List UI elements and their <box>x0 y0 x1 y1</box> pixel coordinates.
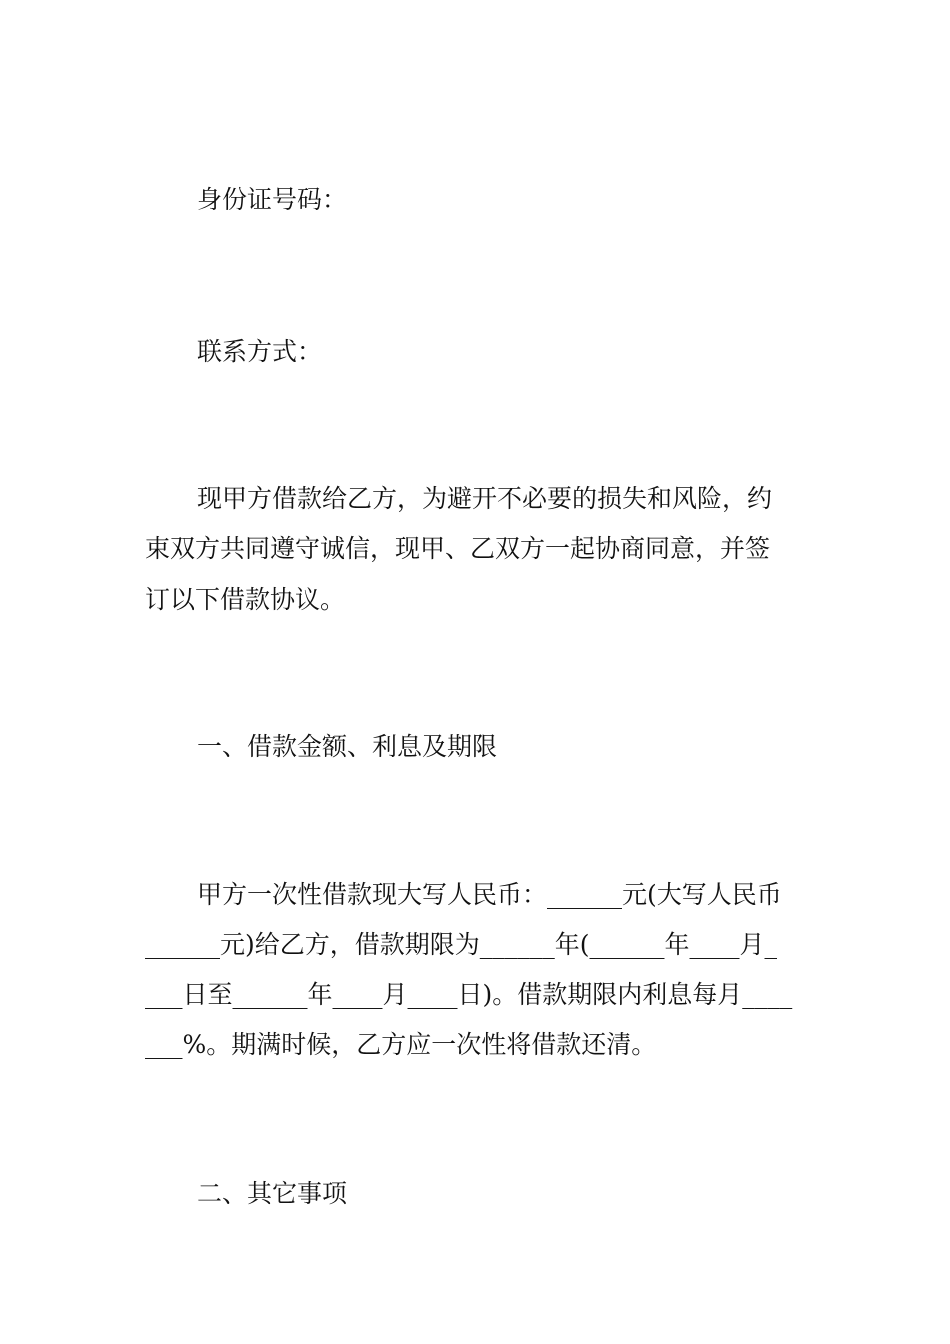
section-1-line-2: ______元)给乙方，借款期限为______年(______年____月_ <box>145 930 778 959</box>
contact-label: 联系方式： <box>197 337 323 366</box>
intro-line-1: 现甲方借款给乙方，为避开不必要的损失和风险，约 <box>197 484 773 513</box>
intro-line-2: 束双方共同遵守诚信，现甲、乙双方一起协商同意，并签 <box>145 534 771 563</box>
section-1-heading: 一、借款金额、利息及期限 <box>197 732 498 761</box>
section-1-line-3: ___日至______年____月____日)。借款期限内利息每月____ <box>145 980 793 1009</box>
section-2-heading: 二、其它事项 <box>197 1179 348 1208</box>
id-number-label: 身份证号码： <box>197 185 348 214</box>
section-1-line-1: 甲方一次性借款现大写人民币：______元(大写人民币 <box>197 880 782 909</box>
section-1-line-4: ___%。期满时候，乙方应一次性将借款还清。 <box>145 1030 657 1059</box>
intro-line-3: 订以下借款协议。 <box>145 585 346 614</box>
